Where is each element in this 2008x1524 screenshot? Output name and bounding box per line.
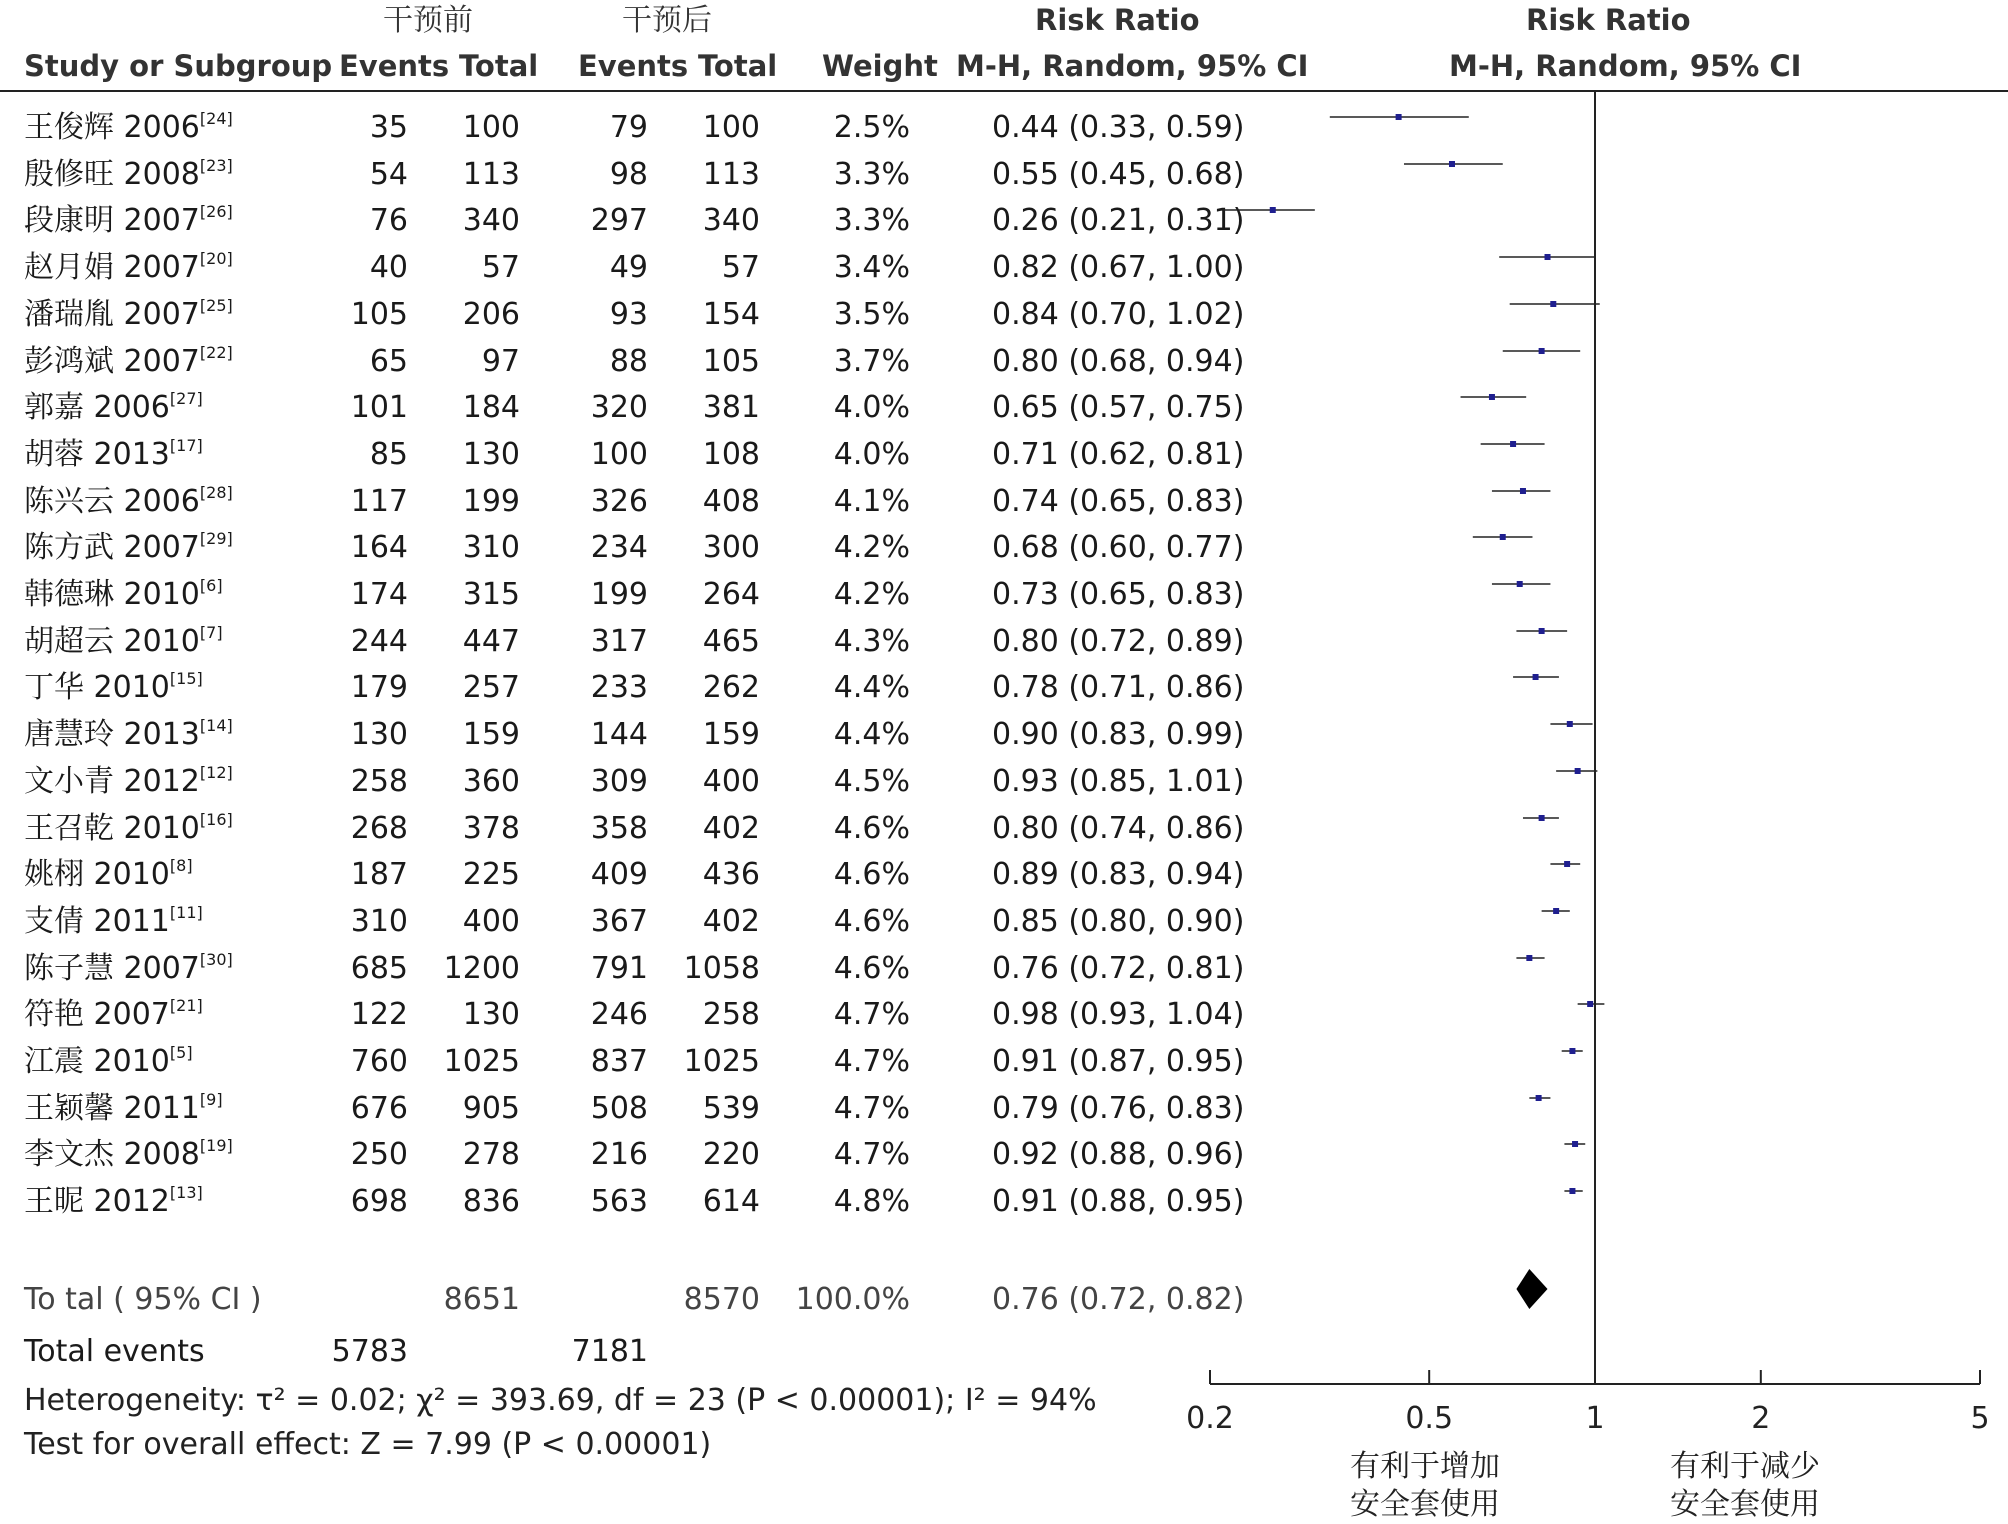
- study-cell-e2: 791: [590, 951, 648, 986]
- point-estimate: [1449, 161, 1455, 167]
- favours-left-line2: 安全套使用: [1350, 1487, 1500, 1522]
- study-reference: [15]: [169, 669, 203, 688]
- study-cell-t1: 278: [462, 1137, 520, 1172]
- study-cell-w: 4.0%: [833, 390, 910, 425]
- point-estimate: [1536, 1095, 1542, 1101]
- study-cell-e1: 76: [369, 203, 408, 238]
- weight-header: Weight: [822, 49, 938, 83]
- study-cell-w: 4.2%: [833, 530, 910, 565]
- point-estimate: [1569, 1188, 1575, 1194]
- study-ci: 0.44 (0.33, 0.59): [992, 110, 1245, 145]
- study-cell-t1: 130: [462, 997, 520, 1032]
- study-reference: [9]: [199, 1090, 223, 1109]
- study-cell-e2: 297: [590, 203, 648, 238]
- point-estimate: [1517, 581, 1523, 587]
- study-cell-e2: 246: [590, 997, 648, 1032]
- favours-left-line1: 有利于增加: [1350, 1449, 1500, 1484]
- study-cell-e1: 187: [350, 857, 408, 892]
- study-cell-t1: 378: [462, 811, 520, 846]
- study-cell-w: 4.0%: [833, 437, 910, 472]
- study-cell-w: 3.3%: [833, 203, 910, 238]
- study-label: 殷修旺 2008: [24, 157, 200, 192]
- study-cell-t1: 225: [462, 857, 520, 892]
- study-label: 文小青 2012: [24, 764, 200, 799]
- study-ci: 0.82 (0.67, 1.00): [992, 250, 1245, 285]
- total-label: To tal ( 95% CI ): [24, 1282, 262, 1317]
- favours-right-line2: 安全套使用: [1670, 1487, 1820, 1522]
- study-cell-t1: 199: [462, 484, 520, 519]
- study-label: 江震 2010: [24, 1044, 170, 1079]
- x-tick-label: 1: [1585, 1401, 1605, 1436]
- study-reference: [20]: [199, 249, 233, 268]
- study-ci: 0.85 (0.80, 0.90): [992, 904, 1245, 939]
- study-cell-t1: 206: [462, 297, 520, 332]
- x-tick-label: 2: [1751, 1401, 1771, 1436]
- study-cell-e1: 35: [369, 110, 408, 145]
- study-label: 胡超云 2010: [24, 624, 200, 659]
- study-cell-w: 4.4%: [833, 717, 910, 752]
- study-reference: [6]: [199, 576, 223, 595]
- method-header-right: M-H, Random, 95% CI: [1449, 49, 1802, 83]
- study-ci: 0.68 (0.60, 0.77): [992, 530, 1245, 565]
- group-after-label: 干预后: [622, 3, 712, 38]
- study-cell-w: 2.5%: [833, 110, 910, 145]
- point-estimate: [1564, 861, 1570, 867]
- favours-right-line1: 有利于减少: [1670, 1449, 1820, 1484]
- study-cell-t1: 905: [462, 1091, 520, 1126]
- study-ci: 0.65 (0.57, 0.75): [992, 390, 1245, 425]
- study-label: 赵月娟 2007: [24, 250, 200, 285]
- study-cell-e2: 326: [590, 484, 648, 519]
- total-header-before: Total: [459, 49, 539, 83]
- study-reference: [8]: [169, 856, 193, 875]
- study-ci: 0.26 (0.21, 0.31): [992, 203, 1245, 238]
- study-cell-w: 4.4%: [833, 670, 910, 705]
- study-reference: [23]: [199, 156, 233, 175]
- study-cell-e2: 98: [609, 157, 648, 192]
- study-cell-w: 4.7%: [833, 1044, 910, 1079]
- study-cell-t1: 130: [462, 437, 520, 472]
- study-cell-e1: 117: [350, 484, 408, 519]
- study-cell-w: 4.5%: [833, 764, 910, 799]
- study-cell-t1: 340: [462, 203, 520, 238]
- study-cell-e1: 310: [350, 904, 408, 939]
- study-cell-w: 3.3%: [833, 157, 910, 192]
- total-header-after: Total: [698, 49, 778, 83]
- study-cell-e1: 676: [350, 1091, 408, 1126]
- study-ci: 0.91 (0.88, 0.95): [992, 1184, 1245, 1219]
- study-label: 潘瑞胤 2007: [24, 297, 200, 332]
- study-cell-w: 4.6%: [833, 904, 910, 939]
- study-ci: 0.80 (0.72, 0.89): [992, 624, 1245, 659]
- study-cell-e2: 367: [590, 904, 648, 939]
- study-label: 王昵 2012: [24, 1184, 170, 1219]
- total-weight: 100.0%: [795, 1282, 910, 1317]
- study-cell-e1: 130: [350, 717, 408, 752]
- study-ci: 0.55 (0.45, 0.68): [992, 157, 1245, 192]
- study-cell-t2: 154: [702, 297, 760, 332]
- study-cell-t2: 105: [702, 344, 760, 379]
- point-estimate: [1550, 301, 1556, 307]
- study-cell-w: 4.3%: [833, 624, 910, 659]
- study-cell-w: 3.5%: [833, 297, 910, 332]
- study-cell-t2: 408: [702, 484, 760, 519]
- study-ci: 0.91 (0.87, 0.95): [992, 1044, 1245, 1079]
- study-cell-e2: 358: [590, 811, 648, 846]
- study-reference: [12]: [199, 763, 233, 782]
- study-label: 姚栩 2010: [24, 857, 170, 892]
- study-cell-e2: 508: [590, 1091, 648, 1126]
- study-cell-e2: 88: [609, 344, 648, 379]
- study-cell-e2: 199: [590, 577, 648, 612]
- study-label: 胡蓉 2013: [24, 437, 170, 472]
- events-header-after: Events: [578, 49, 689, 83]
- study-reference: [29]: [199, 529, 233, 548]
- study-ci: 0.73 (0.65, 0.83): [992, 577, 1245, 612]
- study-cell-t1: 447: [462, 624, 520, 659]
- study-cell-e1: 105: [350, 297, 408, 332]
- study-cell-t1: 184: [462, 390, 520, 425]
- total-ci: 0.76 (0.72, 0.82): [992, 1282, 1245, 1317]
- study-cell-e1: 685: [350, 951, 408, 986]
- study-reference: [27]: [169, 389, 203, 408]
- study-ci: 0.80 (0.68, 0.94): [992, 344, 1245, 379]
- study-cell-e1: 174: [350, 577, 408, 612]
- study-cell-e2: 49: [609, 250, 648, 285]
- study-cell-t1: 310: [462, 530, 520, 565]
- study-cell-t2: 402: [702, 811, 760, 846]
- study-cell-t1: 315: [462, 577, 520, 612]
- study-label: 王召乾 2010: [24, 811, 200, 846]
- study-label: 陈子慧 2007: [24, 951, 200, 986]
- study-cell-t2: 258: [702, 997, 760, 1032]
- study-reference: [28]: [199, 483, 233, 502]
- study-cell-t1: 360: [462, 764, 520, 799]
- study-cell-e2: 563: [590, 1184, 648, 1219]
- study-cell-w: 4.7%: [833, 1091, 910, 1126]
- study-cell-w: 4.7%: [833, 997, 910, 1032]
- study-cell-e2: 144: [590, 717, 648, 752]
- study-cell-e1: 268: [350, 811, 408, 846]
- study-cell-t2: 1058: [683, 951, 760, 986]
- study-cell-t1: 57: [481, 250, 520, 285]
- study-cell-e1: 760: [350, 1044, 408, 1079]
- study-cell-t1: 97: [481, 344, 520, 379]
- study-cell-t1: 159: [462, 717, 520, 752]
- study-cell-e1: 85: [369, 437, 408, 472]
- study-cell-t2: 436: [702, 857, 760, 892]
- study-label: 符艳 2007: [24, 997, 170, 1032]
- study-cell-t2: 340: [702, 203, 760, 238]
- study-cell-e2: 216: [590, 1137, 648, 1172]
- study-ci: 0.92 (0.88, 0.96): [992, 1137, 1245, 1172]
- study-cell-t2: 108: [702, 437, 760, 472]
- total-events-after: 7181: [571, 1334, 648, 1369]
- total-before: 8651: [443, 1282, 520, 1317]
- study-cell-t2: 465: [702, 624, 760, 659]
- study-cell-t2: 614: [702, 1184, 760, 1219]
- study-cell-t2: 100: [702, 110, 760, 145]
- study-cell-e1: 250: [350, 1137, 408, 1172]
- study-label: 韩德琳 2010: [24, 577, 200, 612]
- point-estimate: [1539, 628, 1545, 634]
- study-cell-e2: 317: [590, 624, 648, 659]
- study-ci: 0.71 (0.62, 0.81): [992, 437, 1245, 472]
- overall-effect-text: Test for overall effect: Z = 7.99 (P < 0.00001): [24, 1427, 712, 1462]
- study-cell-w: 4.8%: [833, 1184, 910, 1219]
- point-estimate: [1510, 441, 1516, 447]
- study-ci: 0.76 (0.72, 0.81): [992, 951, 1245, 986]
- study-reference: [21]: [169, 996, 203, 1015]
- study-cell-w: 3.4%: [833, 250, 910, 285]
- study-cell-e2: 837: [590, 1044, 648, 1079]
- study-cell-t2: 539: [702, 1091, 760, 1126]
- study-label: 丁华 2010: [24, 670, 170, 705]
- risk-ratio-header-right: Risk Ratio: [1526, 3, 1691, 37]
- total-events-label: Total events: [24, 1334, 205, 1369]
- events-header-before: Events: [339, 49, 450, 83]
- point-estimate: [1500, 534, 1506, 540]
- study-cell-t2: 402: [702, 904, 760, 939]
- study-reference: [19]: [199, 1136, 233, 1155]
- study-cell-e2: 100: [590, 437, 648, 472]
- point-estimate: [1270, 207, 1276, 213]
- study-cell-w: 4.6%: [833, 951, 910, 986]
- study-ci: 0.89 (0.83, 0.94): [992, 857, 1245, 892]
- point-estimate: [1545, 254, 1551, 260]
- total-after: 8570: [683, 1282, 760, 1317]
- study-label: 支倩 2011: [24, 904, 170, 939]
- study-cell-t2: 113: [702, 157, 760, 192]
- study-cell-t1: 1025: [443, 1044, 520, 1079]
- study-cell-t2: 264: [702, 577, 760, 612]
- study-cell-e1: 54: [369, 157, 408, 192]
- study-column-header: Study or Subgroup: [24, 49, 333, 83]
- point-estimate: [1520, 488, 1526, 494]
- study-cell-e1: 164: [350, 530, 408, 565]
- study-cell-e2: 409: [590, 857, 648, 892]
- point-estimate: [1569, 1048, 1575, 1054]
- study-reference: [30]: [199, 950, 233, 969]
- study-ci: 0.98 (0.93, 1.04): [992, 997, 1245, 1032]
- study-cell-e1: 101: [350, 390, 408, 425]
- pooled-diamond: [1516, 1269, 1547, 1309]
- study-cell-e2: 234: [590, 530, 648, 565]
- study-cell-e1: 698: [350, 1184, 408, 1219]
- study-reference: [22]: [199, 343, 233, 362]
- point-estimate: [1567, 721, 1573, 727]
- study-label: 王颖馨 2011: [24, 1091, 200, 1126]
- study-cell-t1: 113: [462, 157, 520, 192]
- study-ci: 0.78 (0.71, 0.86): [992, 670, 1245, 705]
- point-estimate: [1396, 114, 1402, 120]
- study-label: 彭鸿斌 2007: [24, 344, 200, 379]
- study-cell-t1: 100: [462, 110, 520, 145]
- study-cell-t2: 262: [702, 670, 760, 705]
- method-header-left: M-H, Random, 95% CI: [956, 49, 1309, 83]
- study-label: 李文杰 2008: [24, 1137, 200, 1172]
- study-ci: 0.79 (0.76, 0.83): [992, 1091, 1245, 1126]
- study-cell-t1: 1200: [443, 951, 520, 986]
- study-cell-t2: 57: [721, 250, 760, 285]
- study-cell-t1: 836: [462, 1184, 520, 1219]
- study-cell-t2: 159: [702, 717, 760, 752]
- study-reference: [7]: [199, 623, 223, 642]
- study-ci: 0.93 (0.85, 1.01): [992, 764, 1245, 799]
- point-estimate: [1587, 1001, 1593, 1007]
- point-estimate: [1539, 815, 1545, 821]
- study-cell-e1: 40: [369, 250, 408, 285]
- study-cell-w: 3.7%: [833, 344, 910, 379]
- study-cell-t1: 257: [462, 670, 520, 705]
- study-ci: 0.84 (0.70, 1.02): [992, 297, 1245, 332]
- heterogeneity-text: Heterogeneity: τ² = 0.02; χ² = 393.69, df = 23 (P < 0.00001); I² = 94%: [24, 1383, 1097, 1418]
- point-estimate: [1533, 674, 1539, 680]
- study-label: 陈方武 2007: [24, 530, 200, 565]
- risk-ratio-header-left: Risk Ratio: [1035, 3, 1200, 37]
- study-reference: [25]: [199, 296, 233, 315]
- study-reference: [13]: [169, 1183, 203, 1202]
- study-ci: 0.80 (0.74, 0.86): [992, 811, 1245, 846]
- study-cell-e2: 233: [590, 670, 648, 705]
- x-tick-label: 0.5: [1405, 1401, 1454, 1436]
- study-ci: 0.90 (0.83, 0.99): [992, 717, 1245, 752]
- study-label: 郭嘉 2006: [24, 390, 170, 425]
- point-estimate: [1572, 1141, 1578, 1147]
- study-cell-e2: 93: [609, 297, 648, 332]
- study-cell-w: 4.1%: [833, 484, 910, 519]
- point-estimate: [1575, 768, 1581, 774]
- study-cell-w: 4.2%: [833, 577, 910, 612]
- study-cell-e1: 258: [350, 764, 408, 799]
- study-cell-e2: 79: [609, 110, 648, 145]
- point-estimate: [1526, 955, 1532, 961]
- study-reference: [24]: [199, 109, 233, 128]
- study-cell-t2: 381: [702, 390, 760, 425]
- study-cell-w: 4.6%: [833, 857, 910, 892]
- point-estimate: [1553, 908, 1559, 914]
- x-tick-label: 0.2: [1186, 1401, 1234, 1436]
- study-cell-t2: 300: [702, 530, 760, 565]
- x-tick-label: 5: [1970, 1401, 1990, 1436]
- total-events-before: 5783: [331, 1334, 408, 1369]
- study-cell-e2: 309: [590, 764, 648, 799]
- study-cell-e1: 244: [350, 624, 408, 659]
- study-cell-t2: 400: [702, 764, 760, 799]
- study-reference: [26]: [199, 202, 233, 221]
- study-label: 陈兴云 2006: [24, 484, 200, 519]
- study-cell-w: 4.6%: [833, 811, 910, 846]
- group-before-label: 干预前: [383, 3, 473, 38]
- study-cell-t1: 400: [462, 904, 520, 939]
- study-reference: [5]: [169, 1043, 193, 1062]
- study-cell-e1: 179: [350, 670, 408, 705]
- study-label: 唐慧玲 2013: [24, 717, 200, 752]
- study-reference: [11]: [169, 903, 203, 922]
- study-label: 王俊辉 2006: [24, 110, 200, 145]
- study-cell-t2: 1025: [683, 1044, 760, 1079]
- study-cell-e2: 320: [590, 390, 648, 425]
- study-cell-e1: 65: [369, 344, 408, 379]
- study-label: 段康明 2007: [24, 203, 200, 238]
- study-reference: [16]: [199, 810, 233, 829]
- point-estimate: [1489, 394, 1495, 400]
- study-reference: [17]: [169, 436, 203, 455]
- study-cell-e1: 122: [350, 997, 408, 1032]
- point-estimate: [1539, 348, 1545, 354]
- study-reference: [14]: [199, 716, 233, 735]
- study-ci: 0.74 (0.65, 0.83): [992, 484, 1245, 519]
- study-cell-w: 4.7%: [833, 1137, 910, 1172]
- study-cell-t2: 220: [702, 1137, 760, 1172]
